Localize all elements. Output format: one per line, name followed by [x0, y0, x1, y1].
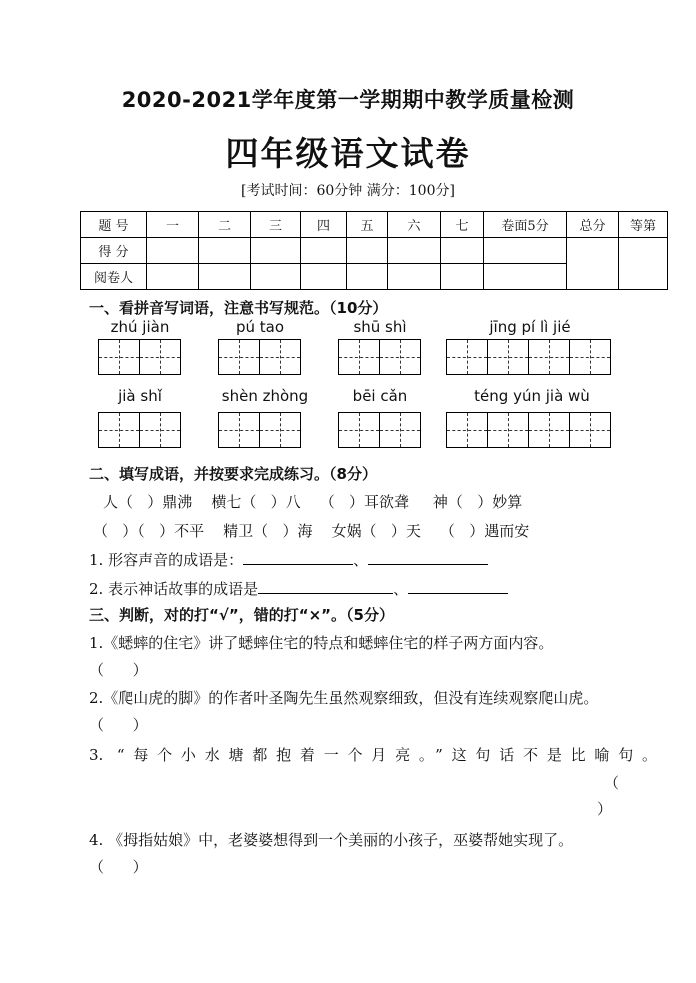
- section1-heading: 一、看拼音写词语，注意书写规范。（10分）: [89, 299, 388, 317]
- judge-question-4: 4. 《拇指姑娘》中，老婆婆想得到一个美丽的小孩子，巫婆帮她实现了。: [89, 831, 574, 849]
- header-cell: 等第: [619, 212, 668, 238]
- judge-question-1: 1.《蟋蟀的住宅》讲了蟋蟀住宅的特点和蟋蟀住宅的样子两方面内容。: [89, 634, 554, 652]
- writing-cell[interactable]: [139, 339, 181, 375]
- total-score-cell[interactable]: [567, 238, 619, 290]
- pinyin-label: pú tao: [235, 318, 285, 336]
- judge-question-2: 2.《爬山虎的脚》的作者叶圣陶先生虽然观察细致，但没有连续观察爬山虎。: [89, 689, 599, 707]
- answer-blank[interactable]: [243, 549, 353, 565]
- row-label-score: 得 分: [81, 238, 147, 264]
- score-table: [80, 211, 668, 290]
- writing-cell[interactable]: [338, 412, 380, 448]
- writing-cell[interactable]: [487, 412, 529, 448]
- question-text: 1. 形容声音的成语是：: [89, 551, 244, 569]
- grade-cell[interactable]: [619, 238, 668, 290]
- header-cell: 题 号: [81, 212, 147, 238]
- judge-answer-1[interactable]: （ ）: [89, 661, 148, 679]
- idiom-row-2: （ ）（ ）不平 精卫（ ）海 女娲（ ）天 （ ）遇而安: [93, 522, 530, 540]
- pinyin-label: jià shǐ: [118, 387, 162, 405]
- judge-answer-2[interactable]: （ ）: [89, 716, 148, 734]
- question-2-1: [89, 549, 488, 570]
- score-table-header-row: [81, 212, 668, 238]
- score-cell[interactable]: [347, 238, 388, 264]
- header-cell: 三: [251, 212, 301, 238]
- pinyin-label: téng yún jià wù: [474, 387, 590, 405]
- grader-cell[interactable]: [441, 264, 484, 290]
- header-cell: 一: [147, 212, 199, 238]
- writing-grid: [446, 339, 611, 375]
- writing-grid: [98, 339, 181, 375]
- grader-cell[interactable]: [251, 264, 301, 290]
- writing-cell[interactable]: [379, 412, 421, 448]
- writing-cell[interactable]: [98, 339, 140, 375]
- writing-grid: [338, 412, 421, 448]
- header-cell: 七: [441, 212, 484, 238]
- score-cell[interactable]: [199, 238, 251, 264]
- grader-cell[interactable]: [347, 264, 388, 290]
- pinyin-label: zhú jiàn: [110, 318, 170, 336]
- header-cell: 总分: [567, 212, 619, 238]
- grader-cell[interactable]: [301, 264, 347, 290]
- score-row: [81, 238, 668, 264]
- exam-title-top: 2020-2021学年度第一学期期中教学质量检测: [121, 88, 575, 112]
- writing-cell[interactable]: [379, 339, 421, 375]
- judge-answer-3-open[interactable]: （: [604, 774, 620, 792]
- separator: 、: [393, 580, 409, 598]
- pinyin-label: jīng pí lì jié: [489, 318, 571, 336]
- header-cell: 六: [388, 212, 441, 238]
- writing-grid: [338, 339, 421, 375]
- pinyin-label: shèn zhòng: [221, 387, 309, 405]
- judge-answer-3-close[interactable]: ）: [597, 800, 613, 818]
- score-cell[interactable]: [484, 238, 567, 264]
- writing-cell[interactable]: [528, 412, 570, 448]
- writing-cell[interactable]: [338, 339, 380, 375]
- idiom-row-1: 人（ ）鼎沸 横七（ ）八 （ ）耳欲聋 神（ ）妙算: [103, 493, 523, 511]
- question-text: 2. 表示神话故事的成语是: [89, 580, 259, 598]
- grader-cell[interactable]: [388, 264, 441, 290]
- question-2-2: [89, 578, 508, 599]
- section2-heading: 二、填写成语，并按要求完成练习。（8分）: [89, 465, 377, 483]
- grader-cell[interactable]: [147, 264, 199, 290]
- answer-blank[interactable]: [408, 578, 508, 594]
- score-cell[interactable]: [251, 238, 301, 264]
- writing-grid: [446, 412, 611, 448]
- writing-cell[interactable]: [528, 339, 570, 375]
- writing-cell[interactable]: [218, 339, 260, 375]
- writing-cell[interactable]: [569, 339, 611, 375]
- writing-cell[interactable]: [487, 339, 529, 375]
- writing-cell[interactable]: [98, 412, 140, 448]
- grader-cell[interactable]: [484, 264, 567, 290]
- header-cell: 卷面5分: [484, 212, 567, 238]
- pinyin-label: bēi cǎn: [352, 387, 408, 405]
- answer-blank[interactable]: [258, 578, 393, 594]
- exam-title-main: 四年级语文试卷: [225, 134, 471, 173]
- row-label-grader: 阅卷人: [81, 264, 147, 290]
- writing-grid: [98, 412, 181, 448]
- writing-cell[interactable]: [139, 412, 181, 448]
- score-cell[interactable]: [441, 238, 484, 264]
- header-cell: 五: [347, 212, 388, 238]
- writing-cell[interactable]: [259, 339, 301, 375]
- header-cell: 二: [199, 212, 251, 238]
- judge-question-3: 3. “每个小水塘都抱着一个月亮。”这句话不是比喻句。: [89, 746, 657, 764]
- writing-cell[interactable]: [218, 412, 260, 448]
- judge-answer-4[interactable]: （ ）: [89, 858, 148, 876]
- answer-blank[interactable]: [368, 549, 488, 565]
- exam-info: [考试时间：60分钟 满分：100分]: [241, 183, 455, 199]
- writing-cell[interactable]: [446, 412, 488, 448]
- pinyin-label: shū shì: [353, 318, 407, 336]
- score-cell[interactable]: [388, 238, 441, 264]
- writing-grid: [218, 339, 301, 375]
- score-cell[interactable]: [147, 238, 199, 264]
- grader-cell[interactable]: [199, 264, 251, 290]
- separator: 、: [353, 551, 369, 569]
- header-cell: 四: [301, 212, 347, 238]
- writing-cell[interactable]: [446, 339, 488, 375]
- writing-grid: [218, 412, 301, 448]
- writing-cell[interactable]: [569, 412, 611, 448]
- score-cell[interactable]: [301, 238, 347, 264]
- section3-heading: 三、判断，对的打“√”，错的打“×”。（5分）: [89, 606, 394, 624]
- writing-cell[interactable]: [259, 412, 301, 448]
